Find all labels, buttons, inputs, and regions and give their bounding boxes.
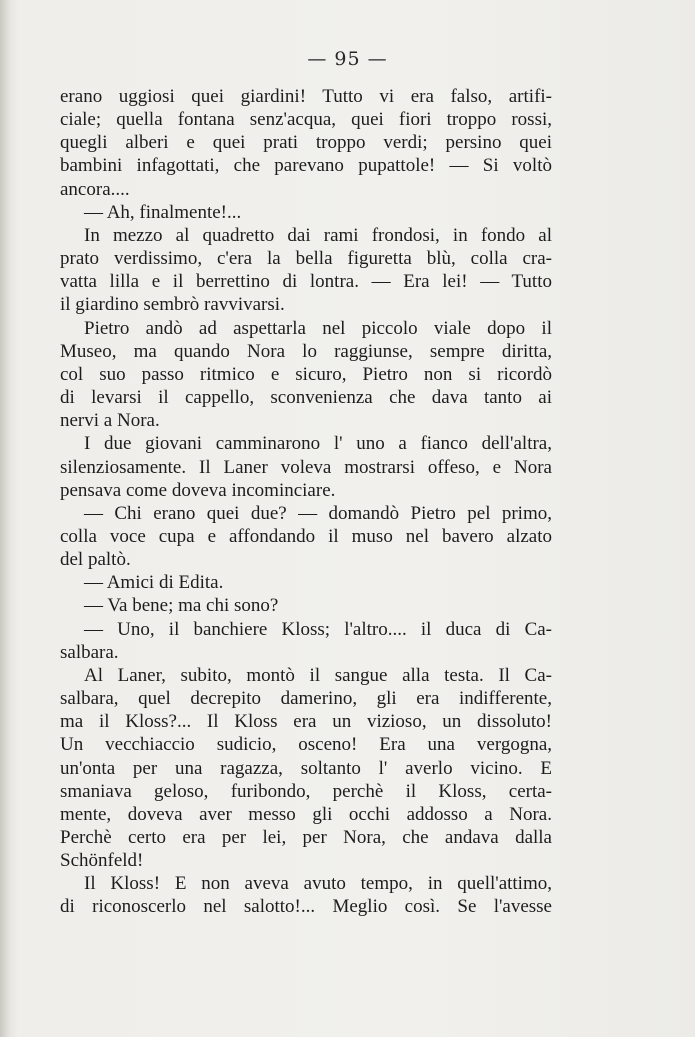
text-line: In mezzo al quadretto dai rami frondosi, in fondo al bbox=[84, 224, 552, 246]
text-line: — Chi erano quei due? — domandò Pietro pel primo, bbox=[84, 502, 552, 524]
text-line: mente, doveva aver messo gli occhi addosso a Nora. bbox=[60, 803, 552, 825]
text-line: Museo, ma quando Nora lo raggiunse, sempre diritta, bbox=[60, 340, 552, 362]
text-line: ma il Kloss?... Il Kloss era un vizioso, un dissoluto! bbox=[60, 711, 552, 733]
text-line: smaniava geloso, furibondo, perchè il Kloss, certa- bbox=[60, 780, 552, 802]
text-line: Al Laner, subito, montò il sangue alla testa. Il Ca- bbox=[84, 664, 552, 686]
text-line: salbara. bbox=[60, 641, 119, 663]
text-line: pensava come doveva incominciare. bbox=[60, 479, 336, 501]
text-line: — Uno, il banchiere Kloss; l'altro.... il duca di Ca- bbox=[84, 618, 552, 640]
text-line: bambini infagottati, che parevano pupattole! — Si voltò bbox=[60, 155, 552, 177]
text-line: colla voce cupa e affondando il muso nel bavero alzato bbox=[60, 525, 552, 547]
text-line: Pietro andò ad aspettarla nel piccolo viale dopo il bbox=[84, 317, 552, 339]
text-line: Perchè certo era per lei, per Nora, che andava dalla bbox=[60, 827, 552, 848]
text-line: silenziosamente. Il Laner voleva mostrarsi offeso, e Nora bbox=[60, 456, 552, 478]
page-body-text bbox=[60, 85, 552, 919]
text-line: del paltò. bbox=[60, 549, 131, 571]
page-number: — 95 — bbox=[307, 48, 388, 70]
page-spine-shadow bbox=[0, 0, 10, 1037]
text-line: un'onta per una ragazza, soltanto l' averlo vicino. E bbox=[60, 757, 552, 779]
text-line: quegli alberi e quei prati troppo verdi; persino quei bbox=[60, 132, 552, 154]
text-line: prato verdissimo, c'era la bella figuretta blù, colla cra- bbox=[60, 248, 552, 270]
text-line: il giardino sembrò ravvivarsi. bbox=[60, 294, 285, 316]
text-line: I due giovani camminarono l' uno a fianco dell'altra, bbox=[84, 433, 552, 455]
text-line: di riconoscerlo nel salotto!... Meglio così. Se l'avesse bbox=[60, 896, 552, 918]
text-line: salbara, quel decrepito damerino, gli era indifferente, bbox=[60, 688, 552, 710]
text-line: ancora.... bbox=[60, 178, 130, 200]
text-line: nervi a Nora. bbox=[60, 410, 160, 432]
text-line: di levarsi il cappello, sconvenienza che dava tanto ai bbox=[60, 387, 552, 409]
text-line: Il Kloss! E non aveva avuto tempo, in quell'attimo, bbox=[84, 873, 552, 895]
text-line: — Ah, finalmente!... bbox=[84, 201, 242, 223]
text-line: erano uggiosi quei giardini! Tutto vi era falso, artifi- bbox=[60, 86, 552, 107]
text-line: — Amici di Edita. bbox=[84, 572, 224, 594]
text-line: Un vecchiaccio sudicio, osceno! Era una vergogna, bbox=[60, 734, 552, 756]
text-line: — Va bene; ma chi sono? bbox=[84, 595, 279, 617]
text-line: ciale; quella fontana senz'acqua, quei fiori troppo rossi, bbox=[60, 109, 552, 131]
text-line: col suo passo ritmico e sicuro, Pietro non si ricordò bbox=[60, 363, 552, 385]
text-line: Schönfeld! bbox=[60, 850, 144, 872]
text-line: vatta lilla e il berrettino di lontra. — Era lei! — Tutto bbox=[60, 271, 552, 293]
